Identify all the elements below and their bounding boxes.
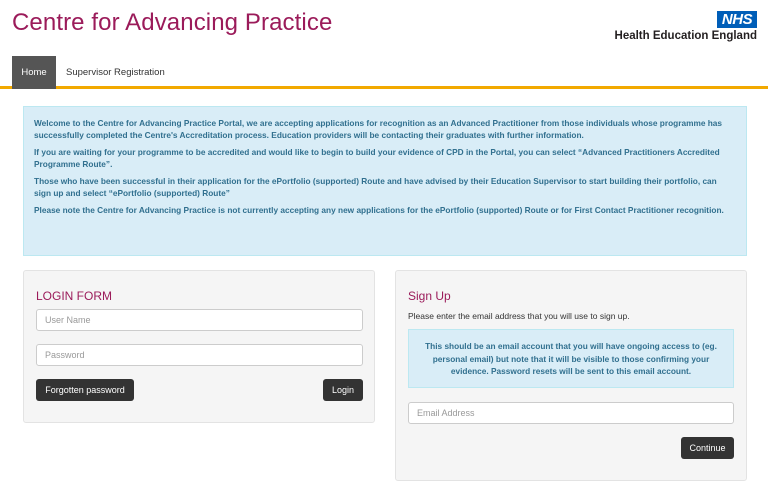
login-title: LOGIN FORM	[36, 289, 113, 303]
email-input[interactable]	[408, 402, 734, 424]
site-header	[0, 0, 768, 56]
info-paragraph: Please note the Centre for Advancing Practice is not currently accepting any new applications for the ePortfolio (supported) Route or for First Contact Practitioner recognition.	[34, 205, 724, 215]
nhs-logo: NHS	[717, 11, 757, 28]
signup-intro: Please enter the email address that you will use to sign up.	[408, 311, 630, 321]
continue-button[interactable]: Continue	[681, 437, 734, 459]
forgotten-password-button[interactable]: Forgotten password	[36, 379, 134, 401]
org-name: Health Education England	[614, 30, 757, 42]
password-input[interactable]	[36, 344, 363, 366]
login-button[interactable]: Login	[323, 379, 363, 401]
nav-home[interactable]: Home	[12, 56, 56, 89]
info-alert	[23, 106, 747, 256]
site-title: Centre for Advancing Practice	[12, 9, 333, 36]
signup-title: Sign Up	[408, 289, 451, 303]
info-paragraph: Those who have been successful in their application for the ePortfolio (supported) Route and have advised by their Education Supervisor to start building their portfolio, can sign up and select “ePortfolio (supported) Route”	[34, 176, 717, 198]
signup-panel	[395, 270, 747, 481]
signup-note: This should be an email account that you will have ongoing access to (eg. personal email) but note that it will be visible to those confirming your evidence. Password resets will be sent to this email account.	[408, 329, 734, 388]
login-panel	[23, 270, 375, 423]
main-nav	[0, 56, 768, 89]
username-input[interactable]	[36, 309, 363, 331]
info-paragraph: Welcome to the Centre for Advancing Practice Portal, we are accepting applications for recognition as an Advanced Practitioner from those individuals whose programme has successfully completed the Centre's Accreditation process. Education providers will be contacting their graduates with further information.	[34, 118, 723, 140]
nav-supervisor-registration[interactable]: Supervisor Registration	[66, 67, 165, 78]
info-paragraph: If you are waiting for your programme to be accredited and would like to begin to build your evidence of CPD in the Portal, you can select “Advanced Practitioners Accredited Programme Route”.	[34, 147, 720, 169]
